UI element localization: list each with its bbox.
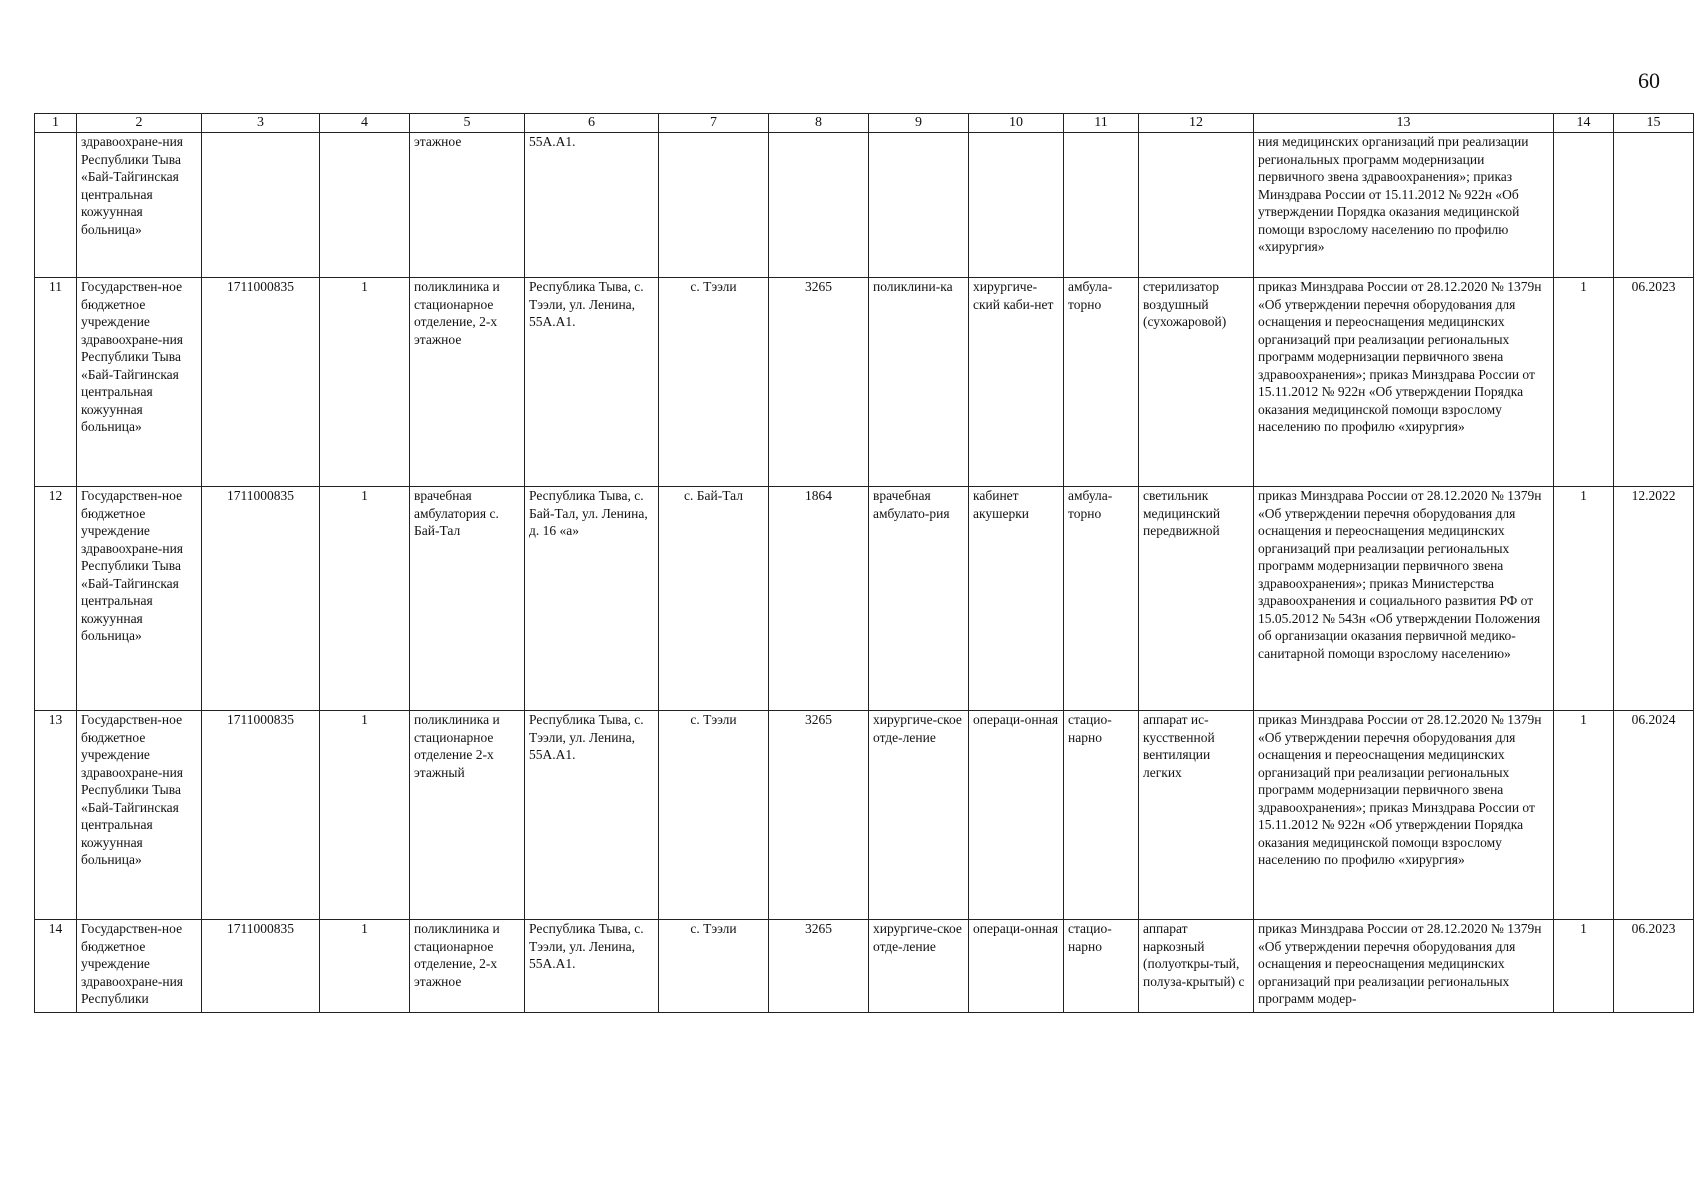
column-number: 1 [35,114,77,133]
care-mode: амбула-торно [1064,278,1139,487]
population: 1864 [769,487,869,711]
unit-type: хирургиче-ское отде-ление [869,711,969,920]
building-count: 1 [320,920,410,1013]
quantity: 1 [1554,920,1614,1013]
building-count: 1 [320,711,410,920]
address: 55А.А1. [525,133,659,278]
date: 06.2023 [1614,920,1694,1013]
legal-basis: приказ Минздрава России от 28.12.2020 № 1379н «Об утверждении перечня оборудования для оснащения и переоснащения медицинских организаций при реализации региональных программ модернизации первичного звена здравоохранения»; приказ Министерства здравоохранения и социального развития РФ от 15.05.2012 № 543н «Об утверждении Положения об организации оказания первичной медико-санитарной помощи взрослому населению» [1254,487,1554,711]
column-number: 2 [77,114,202,133]
population: 3265 [769,920,869,1013]
table-row [35,278,1694,487]
building-count: 1 [320,278,410,487]
quantity: 1 [1554,711,1614,920]
table-row [35,920,1694,1013]
date: 06.2024 [1614,711,1694,920]
care-mode [1064,133,1139,278]
equipment-name: стерилизатор воздушный (сухожаровой) [1139,278,1254,487]
quantity: 1 [1554,278,1614,487]
room-type: хирургиче-ский каби-нет [969,278,1064,487]
care-mode: амбула-торно [1064,487,1139,711]
legal-basis: приказ Минздрава России от 28.12.2020 № 1379н «Об утверждении перечня оборудования для оснащения и переоснащения медицинских организаций при реализации региональных программ модернизации первичного звена здравоохранения»; приказ Минздрава России от 15.11.2012 № 922н «Об утверждении Порядка оказания медицинской помощи взрослому населению по профилю «хирургия» [1254,711,1554,920]
unit-type: врачебная амбулато-рия [869,487,969,711]
column-number: 10 [969,114,1064,133]
building-type: поликлиника и стационарное отделение, 2-х этажное [410,920,525,1013]
row-number [35,133,77,278]
equipment-name: светильник медицинский передвижной [1139,487,1254,711]
quantity [1554,133,1614,278]
row-number: 13 [35,711,77,920]
care-mode: стацио-нарно [1064,920,1139,1013]
column-number: 13 [1254,114,1554,133]
building-count: 1 [320,487,410,711]
column-number: 8 [769,114,869,133]
address: Республика Тыва, с. Бай-Тал, ул. Ленина, д. 16 «а» [525,487,659,711]
settlement [659,133,769,278]
building-type: поликлиника и стационарное отделение 2-х этажный [410,711,525,920]
equipment-table [34,113,1694,1013]
address: Республика Тыва, с. Тээли, ул. Ленина, 55А.А1. [525,278,659,487]
organization-name: Государствен-ное бюджетное учреждение здравоохране-ния Республики [77,920,202,1013]
column-number: 14 [1554,114,1614,133]
room-type: операци-онная [969,711,1064,920]
table-row [35,487,1694,711]
column-number: 5 [410,114,525,133]
column-number: 3 [202,114,320,133]
address: Республика Тыва, с. Тээли, ул. Ленина, 55А.А1. [525,711,659,920]
legal-basis: ния медицинских организаций при реализации региональных программ модернизации первичного звена здравоохранения»; приказ Минздрава России от 15.11.2012 № 922н «Об утверждении Порядка оказания медицинской помощи взрослому населению по профилю «хирургия» [1254,133,1554,278]
address: Республика Тыва, с. Тээли, ул. Ленина, 55А.А1. [525,920,659,1013]
care-mode: стацио-нарно [1064,711,1139,920]
column-number: 15 [1614,114,1694,133]
date: 06.2023 [1614,278,1694,487]
row-number: 11 [35,278,77,487]
population [769,133,869,278]
settlement: с. Тээли [659,920,769,1013]
building-count [320,133,410,278]
inn: 1711000835 [202,920,320,1013]
table-row [35,711,1694,920]
settlement: с. Тээли [659,278,769,487]
settlement: с. Бай-Тал [659,487,769,711]
inn: 1711000835 [202,278,320,487]
inn: 1711000835 [202,487,320,711]
inn: 1711000835 [202,711,320,920]
page-number: 60 [1638,68,1660,93]
table-row-continuation [35,133,1694,278]
organization-name: здравоохране-ния Республики Тыва «Бай-Тайгинская центральная кожуунная больница» [77,133,202,278]
room-type: кабинет акушерки [969,487,1064,711]
organization-name: Государствен-ное бюджетное учреждение здравоохране-ния Республики Тыва «Бай-Тайгинская центральная кожуунная больница» [77,487,202,711]
date: 12.2022 [1614,487,1694,711]
column-number-row [35,114,1694,133]
legal-basis: приказ Минздрава России от 28.12.2020 № 1379н «Об утверждении перечня оборудования для оснащения и переоснащения медицинских организаций при реализации региональных программ модернизации первичного звена здравоохранения»; приказ Минздрава России от 15.11.2012 № 922н «Об утверждении Порядка оказания медицинской помощи взрослому населению по профилю «хирургия» [1254,278,1554,487]
inn [202,133,320,278]
equipment-name [1139,133,1254,278]
legal-basis: приказ Минздрава России от 28.12.2020 № 1379н «Об утверждении перечня оборудования для оснащения и переоснащения медицинских организаций при реализации региональных программ модер- [1254,920,1554,1013]
building-type: поликлиника и стационарное отделение, 2-х этажное [410,278,525,487]
column-number: 11 [1064,114,1139,133]
room-type: операци-онная [969,920,1064,1013]
column-number: 9 [869,114,969,133]
column-number: 4 [320,114,410,133]
organization-name: Государствен-ное бюджетное учреждение здравоохране-ния Республики Тыва «Бай-Тайгинская центральная кожуунная больница» [77,711,202,920]
date [1614,133,1694,278]
column-number: 12 [1139,114,1254,133]
population: 3265 [769,711,869,920]
organization-name: Государствен-ное бюджетное учреждение здравоохране-ния Республики Тыва «Бай-Тайгинская центральная кожуунная больница» [77,278,202,487]
unit-type [869,133,969,278]
equipment-name: аппарат наркозный (полуоткры-тый, полуза-крытый) с [1139,920,1254,1013]
column-number: 6 [525,114,659,133]
unit-type: хирургиче-ское отде-ление [869,920,969,1013]
quantity: 1 [1554,487,1614,711]
row-number: 14 [35,920,77,1013]
room-type [969,133,1064,278]
column-number: 7 [659,114,769,133]
settlement: с. Тээли [659,711,769,920]
unit-type: поликлини-ка [869,278,969,487]
building-type: этажное [410,133,525,278]
building-type: врачебная амбулатория с. Бай-Тал [410,487,525,711]
population: 3265 [769,278,869,487]
equipment-name: аппарат ис-кусственной вентиляции легких [1139,711,1254,920]
row-number: 12 [35,487,77,711]
